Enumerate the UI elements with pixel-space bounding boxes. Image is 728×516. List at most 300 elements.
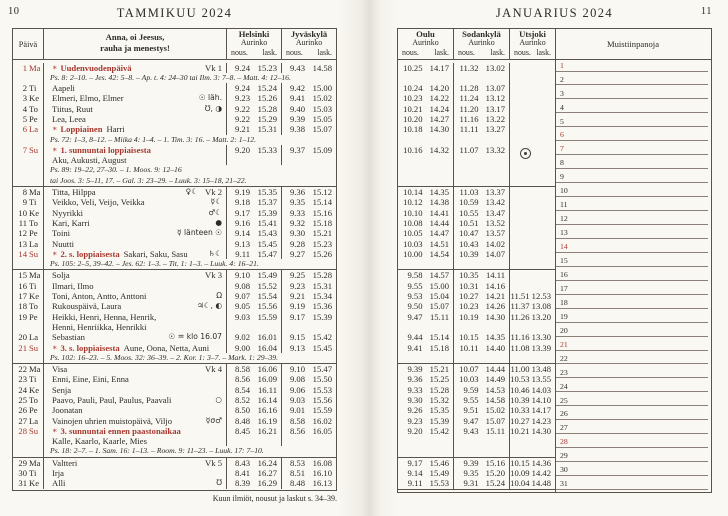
scripture-row [13,135,336,145]
sunset-time: 13.12 [485,93,505,104]
weekday-label: To [29,301,38,312]
oulu-sun-times [398,291,453,301]
calendar-row [13,228,336,238]
sunrise-time: 8.43 [234,457,251,468]
sunset-time: 15.20 [485,468,505,479]
sunrise-time: 9.27 [289,248,306,259]
motto-line1: Anna, oi Jeesus, [105,32,165,42]
day-number: 12 [18,228,27,239]
sodankyla-sun-times [453,312,509,322]
note-line [556,463,708,476]
sunset-time: 14.17 [429,62,449,73]
helsinki-sun-times [226,343,281,353]
sunrise-time: 9.13 [234,238,251,249]
weekday-label: Ke [29,384,40,395]
scripture-reference: Ps. 72: 1–3, 8–12. – Miika 4: 1–4. – 1. Tim. 3: 16. – Matt. 2: 1–12. [50,134,257,144]
sunset-time: 16.02 [312,415,332,426]
helsinki-sun-times [226,364,281,374]
sodankyla-sun-times [453,239,509,249]
sunrise-time: 10.20 [403,113,423,124]
sunrise-time [454,155,479,165]
name-days: Alli [52,478,66,489]
week-block [13,270,336,364]
name-day-cell [44,63,226,73]
day-number: 5 [22,113,27,124]
helsinki-sun-times [226,374,281,384]
weekday-label: Ma [29,62,41,73]
calendar-row [13,374,336,384]
note-line [556,282,708,295]
sunset-time [308,155,332,165]
week-number: Vk 3 [205,270,222,281]
note-day-number: 30 [560,465,568,475]
sunrise-time: 9.10 [289,364,306,375]
sunset-time: 14.22 [429,93,449,104]
sunset-time: 15.21 [312,228,332,239]
weekday-label: Ti [29,83,37,94]
sunrise-time [510,104,530,114]
calendar-row [398,145,555,155]
name-days: Visa [52,364,68,375]
sun-label: Aurinko [240,38,268,48]
sunrise-time: 10.18 [403,124,423,135]
sunset-time: 15.29 [257,113,277,124]
note-day-number: 21 [560,339,568,349]
sunrise-time [510,322,530,332]
sunrise-time: 9.44 [407,332,423,343]
day-number: 2 [22,83,27,94]
astro-symbols: ☉ läh. [198,93,222,103]
sunset-time: 13.27 [485,124,505,135]
jyvaskyla-sun-times [281,155,336,165]
sunset-time: 15.41 [257,217,277,228]
sunset-time [481,436,506,446]
day-cell-spacer [13,353,44,363]
note-line [556,477,708,490]
jyvaskyla-sun-times [281,114,336,124]
helsinki-sun-times [226,114,281,124]
sunset-time: 14.51 [429,238,449,249]
sunset-time [425,446,450,456]
sunset-time: 14.40 [485,342,505,353]
day-number: 19 [18,311,27,322]
week-number: Vk 2 [205,187,222,198]
sunrise-time: 8.56 [289,425,306,436]
sunset-time [532,104,552,114]
calendar-row [13,478,336,488]
weekday-label: Su [29,425,39,436]
sunrise-time: 9.22 [234,103,251,114]
weekday-label: Ke [29,478,40,489]
sunrise-time: 10.46 [510,384,530,395]
sunrise-time [398,436,423,446]
sodankyla-sun-times [453,124,509,134]
sunset-time: 16.09 [257,374,277,385]
note-line [556,72,708,85]
sunrise-time: 9.23 [289,280,306,291]
sunrise-time: 10.23 [403,93,423,104]
sunset-time: 13.47 [485,207,505,218]
calendar-row [13,124,336,134]
oulu-sun-times [398,385,453,395]
sunrise-time: 9.11 [407,478,423,489]
name-day-cell [44,218,226,228]
note-day-number: 26 [560,409,568,419]
sodankyla-sun-times [453,114,509,124]
holiday-name: 3. s. loppiaisesta [60,342,120,353]
helsinki-sun-times [226,281,281,291]
sodankyla-sun-times [453,385,509,395]
note-line [556,393,708,406]
jyvaskyla-sun-times [281,301,336,311]
jyvaskyla-sun-times [281,468,336,478]
sunrise-time: 9.59 [463,384,479,395]
day-cell-spacer [13,259,44,269]
sunrise-time [454,135,479,145]
oulu-sun-times [398,353,453,363]
astro-symbols: ☿σ♂ [205,415,222,425]
jyvaskyla-sun-times [281,63,336,73]
calendar-row [398,239,555,249]
sunrise-time: 9.14 [407,468,423,479]
sunset-time [481,176,506,186]
astro-symbols: ℧ [216,478,222,488]
sunset-time: 15.26 [312,248,332,259]
calendar-row [398,197,555,207]
jyvaskyla-sun-times [281,124,336,134]
jyvaskyla-sun-times [281,312,336,322]
sunrise-time [510,83,530,93]
helsinki-sun-times [226,208,281,218]
sunrise-time: 11.51 [510,291,530,302]
utsjoki-sun-times [509,63,555,73]
helsinki-sun-times [226,405,281,415]
day-number: 20 [18,332,27,343]
sunrise-time: 9.36 [407,374,423,385]
sunrise-time [510,353,530,363]
sunrise-time: 10.14 [403,187,423,198]
note-day-number: 9 [560,172,564,182]
oulu-sun-times [398,187,453,197]
sodankyla-sun-times [453,63,509,73]
sunrise-time [510,93,530,103]
sunset-time: 15.14 [312,197,332,208]
name-days: Irja [52,468,64,479]
helsinki-sun-times [226,228,281,238]
day-cell-spacer [13,446,44,456]
sunset-time: 15.23 [312,238,332,249]
sunset-time: 15.56 [257,301,277,312]
sunrise-time: 9.30 [289,228,306,239]
calendar-row [13,63,336,73]
sun-icon [520,148,531,159]
day-number: 17 [18,291,27,302]
sunset-time: 14.27 [429,113,449,124]
name-day-cell [44,478,226,488]
weekday-label: To [29,103,38,114]
note-day-number: 12 [560,214,568,224]
note-line [556,142,708,155]
sunset-time [532,176,552,186]
utsjoki-sun-times [509,291,555,301]
sunrise-time: 10.33 [510,405,530,416]
astro-symbols: ♀☾ [185,187,199,197]
utsjoki-sun-times [509,104,555,114]
utsjoki-sun-times [509,405,555,415]
sunset-time: 16.13 [312,478,332,489]
note-line [556,114,708,127]
sunset-time [481,135,506,145]
sunrise-time [510,259,530,269]
calendar-row [398,93,555,103]
calendar-row [398,155,555,165]
sunrise-time: 10.27 [459,291,479,302]
oulu-sun-times [398,458,453,468]
week-block [398,364,555,458]
utsjoki-sun-times [509,385,555,395]
sunrise-time: 11.08 [510,342,530,353]
name-day-cell [44,291,226,301]
calendar-row [398,301,555,311]
sunset-time: 14.07 [485,248,505,259]
name-days: Aune, Oona, Netta, Auni [123,342,210,353]
sunset-time [425,165,450,175]
sunrise-time: 9.33 [289,207,306,218]
sunset-time: 13.17 [485,103,505,114]
sunset-time: 15.24 [257,83,277,94]
week-block [13,458,336,489]
sunrise-time: 9.42 [289,83,306,94]
left-page-number: 10 [8,6,20,17]
week-block [13,63,336,188]
sunrise-time: 9.03 [234,311,251,322]
calendar-row [398,478,555,488]
sodankyla-sun-times [453,301,509,311]
weekday-label: Ma [29,270,41,281]
helsinki-sun-times [226,249,281,259]
sunset-time [425,135,450,145]
day-number: 6 [22,124,27,135]
jyvaskyla-sun-times [281,416,336,426]
sunrise-time: 9.41 [407,342,423,353]
sunrise-time: 9.55 [407,280,423,291]
day-number: 14 [18,248,27,259]
utsjoki-sun-times [509,249,555,259]
oulu-sun-times [398,301,453,311]
day-number: 10 [18,207,27,218]
calendar-row [13,114,336,124]
sunrise-time [398,353,423,363]
sodankyla-column-header [453,29,509,59]
sunrise-time [398,73,423,83]
holiday-marker-icon: ∗ [52,342,58,352]
note-day-number: 29 [560,451,568,461]
sunset-time: 13.20 [531,311,551,322]
sunset-time: 15.35 [429,405,449,416]
sunset-time [532,63,552,73]
sunrise-time: 11.26 [510,311,530,322]
sunrise-time: 10.07 [459,364,479,375]
sunrise-time: 10.53 [510,374,530,385]
note-line [556,365,708,378]
sunset-time: 14.30 [485,311,505,322]
sodankyla-sun-times [453,270,509,280]
sunrise-time: 9.18 [234,197,251,208]
sunrise-time: 10.00 [403,248,423,259]
sodankyla-sun-times [453,426,509,436]
sunset-time: 14.42 [531,468,551,479]
calendar-row [13,145,336,155]
sunset-time: 15.25 [429,374,449,385]
day-cell [13,93,44,103]
calendar-row [398,104,555,114]
day-number: 15 [18,270,27,281]
set-label: lask. [536,48,551,58]
weekday-label: La [29,415,39,426]
sunset-time: 13.22 [485,113,505,124]
note-line [556,296,708,309]
scripture-reference: Ps. 8: 2–10. – Jes. 42: 5–8. – Ap. t. 4: 24–30 tai Ilm. 3: 7–8. – Matt. 4: 12–16. [50,72,291,82]
day-number: 13 [18,238,27,249]
name-days: Nyyrikki [52,207,84,218]
day-number: 1 [22,62,27,73]
sunset-time [481,353,506,363]
calendar-row [398,332,555,342]
scripture-row [13,353,336,363]
note-day-number: 1 [560,60,564,70]
sunset-time [532,249,552,259]
name-day-cell [44,83,226,93]
sunset-time: 16.01 [257,332,277,343]
sunrise-time [510,73,530,83]
utsjoki-sun-times [509,364,555,374]
oulu-sun-times [398,145,453,155]
utsjoki-sun-times [509,478,555,488]
calendar-row [398,385,555,395]
utsjoki-sun-times [509,353,555,363]
name-days: Senja [52,384,72,395]
sunrise-time: 8.54 [234,384,251,395]
day-number: 26 [18,405,27,416]
sunrise-time: 9.32 [289,217,306,228]
name-day-cell [44,426,226,436]
calendar-row [398,135,555,145]
sunset-time: 15.47 [257,248,277,259]
day-cell [13,228,44,238]
sodankyla-sun-times [453,478,509,488]
sunset-time: 15.24 [485,478,505,489]
sunset-time: 15.49 [257,270,277,281]
sunset-time: 15.09 [312,144,332,155]
sunrise-time: 9.30 [407,395,423,405]
sunrise-time [510,114,530,124]
helsinki-sun-times [226,124,281,134]
helsinki-sun-times [226,416,281,426]
sunrise-time: 10.25 [403,62,423,73]
utsjoki-sun-times [509,374,555,384]
calendar-row [398,176,555,186]
right-calendar-table [397,28,712,493]
week-block [398,458,555,490]
sunset-time [481,322,506,332]
sunset-time: 14.38 [429,197,449,208]
day-column-header: Päivä [13,29,44,59]
sunset-time [425,322,450,332]
sunset-time: 15.23 [257,62,277,73]
sodankyla-sun-times [453,259,509,269]
sunrise-time: 9.15 [289,332,306,343]
calendar-row [398,322,555,332]
sunset-time: 14.16 [485,280,505,291]
calendar-row [398,291,555,301]
sunset-time: 15.53 [312,384,332,395]
oulu-sun-times [398,281,453,291]
calendar-row [398,63,555,73]
left-page-title: TAMMIKUU 2024 [116,6,233,20]
sodankyla-sun-times [453,322,509,332]
name-days-continuation-row [13,322,336,332]
sunset-time: 16.11 [257,384,277,395]
sunset-time: 15.16 [485,457,505,468]
name-days: Enni, Eine, Eini, Enna [52,374,129,385]
day-cell [13,468,44,478]
calendar-row [398,343,555,353]
name-days: Sebastian [52,332,85,343]
calendar-row [398,374,555,384]
note-day-number: 11 [560,200,568,210]
day-cell [13,83,44,93]
sodankyla-sun-times [453,208,509,218]
holiday-marker-icon: ∗ [52,425,58,435]
sun-label: Aurinko [295,38,323,48]
holiday-name: Loppiainen [60,124,103,135]
sunrise-time [510,436,530,446]
note-line [556,86,708,99]
week-block [398,63,555,188]
sunrise-time [510,197,530,207]
note-day-number: 3 [560,88,564,98]
note-day-number: 28 [560,437,568,447]
scripture-row [13,176,336,186]
sunrise-time: 10.11 [459,342,479,353]
helsinki-sun-times [226,395,281,405]
scripture-row [13,259,336,269]
sunrise-time: 10.35 [459,270,479,281]
jyvaskyla-sun-times [281,426,336,436]
helsinki-sun-times [226,478,281,488]
sunset-time [532,322,552,332]
sunrise-time: 10.03 [459,374,479,385]
helsinki-sun-times [226,385,281,395]
name-day-cell [44,458,226,468]
weekday-label: Ti [29,280,37,291]
sunset-time [425,73,450,83]
sunrise-time: 9.47 [407,311,423,322]
helsinki-sun-times [226,104,281,114]
sunrise-time: 10.19 [459,311,479,322]
sodankyla-sun-times [453,353,509,363]
sunrise-time [454,353,479,363]
sunset-time: 14.49 [485,374,505,385]
utsjoki-sun-times [509,145,555,155]
sunset-time: 15.35 [257,187,277,198]
sunset-time: 15.50 [312,374,332,385]
sunrise-time [510,135,530,145]
sunrise-time: 11.07 [459,144,479,155]
sunrise-time: 8.48 [234,415,251,426]
sunrise-time: 10.10 [403,207,423,218]
calendar-row [13,104,336,114]
